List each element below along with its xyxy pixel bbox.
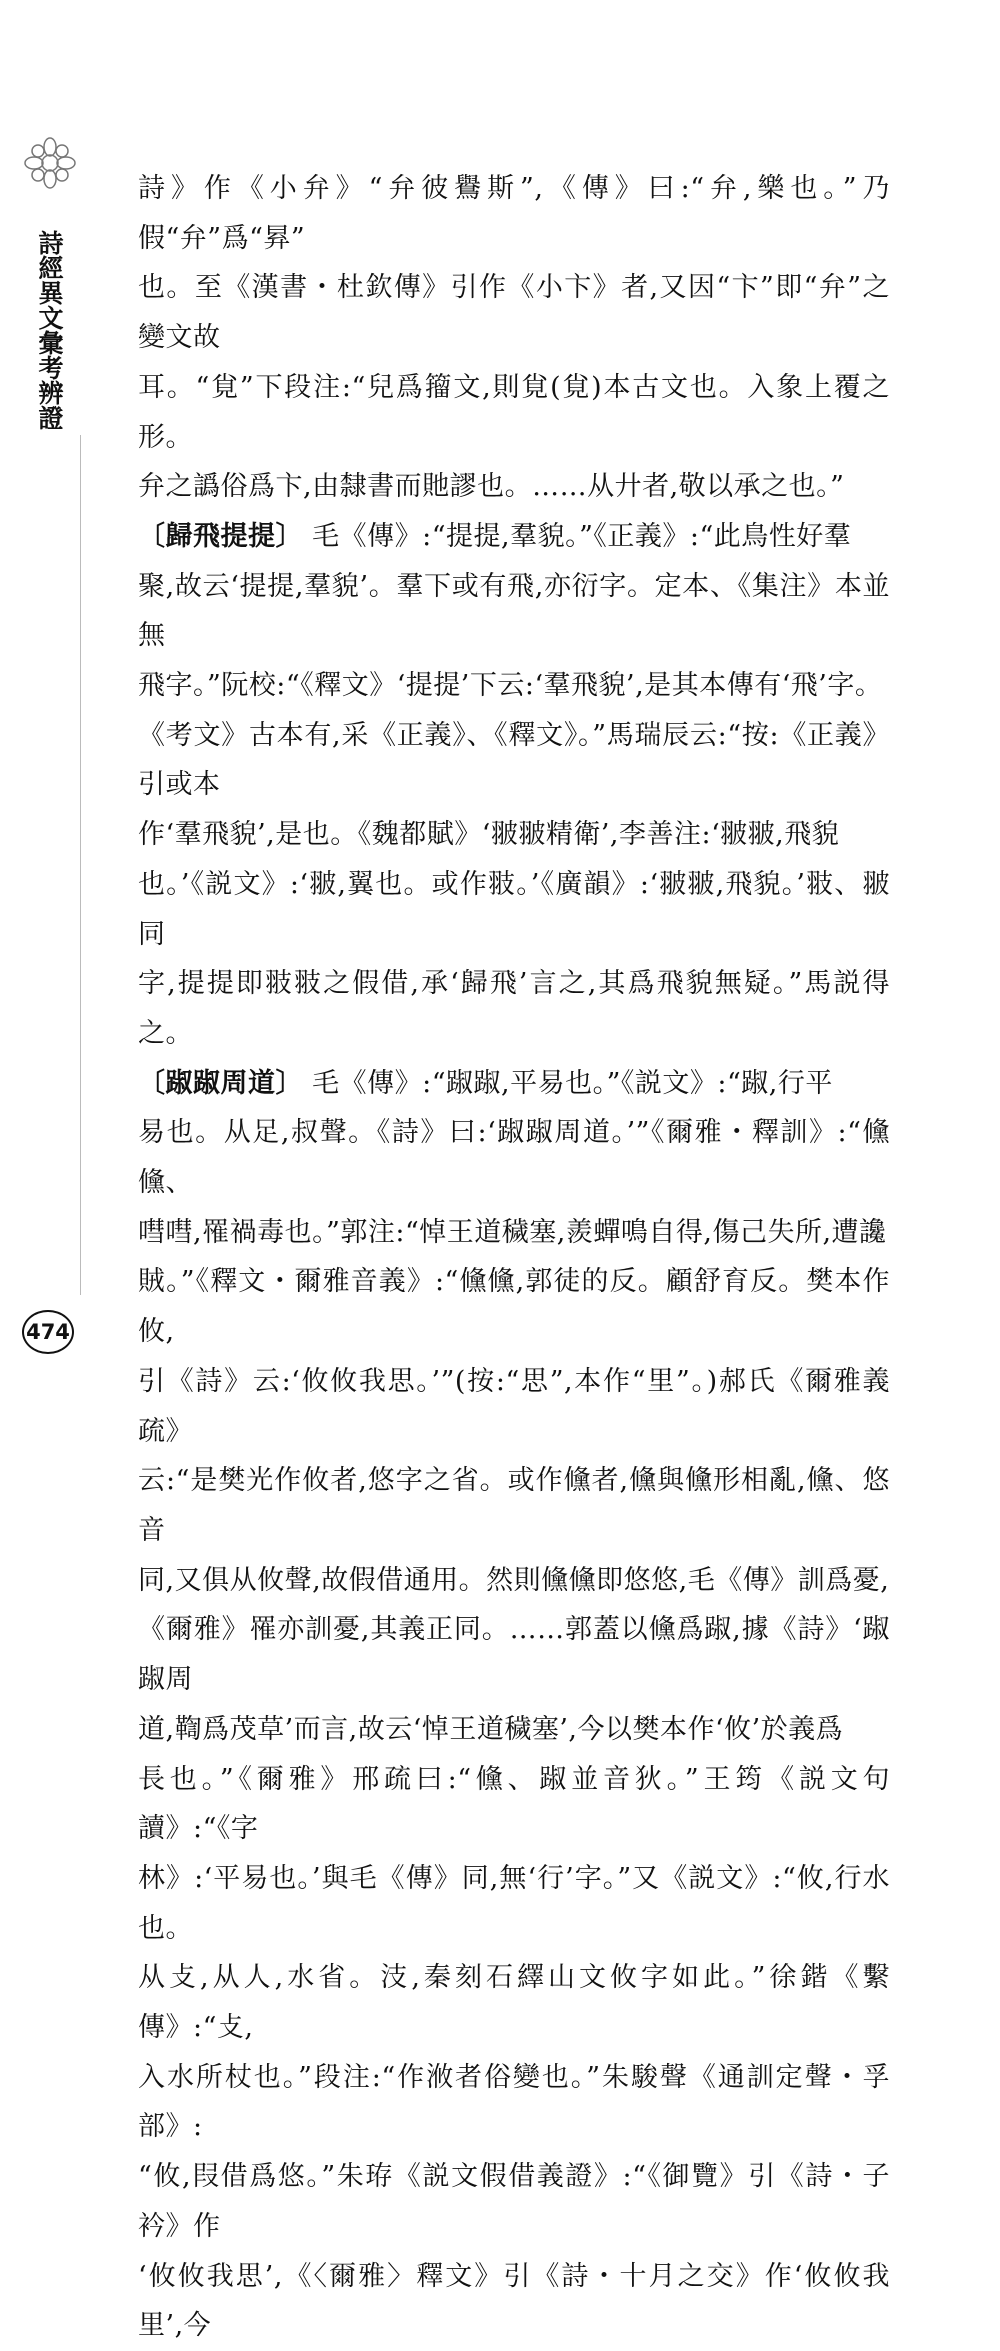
entry-heading: 〔歸飛提提〕 [138,520,303,552]
running-head: 詩經異文彙考辨證 [35,230,64,430]
paragraph [138,1059,890,2351]
entry-heading: 〔踧踧周道〕 [138,1067,303,1099]
paragraph-text: 毛《傳》:“踧踧,平易也。”《説文》:“踧,行平 易也。从足,叔聲。《詩》曰:‘踧踧周道。’”《爾雅・釋訓》:“儵儵、 嘒嘒,罹禍毒也。”郭注:“悼王道穢塞,羨蟬鳴自得,傷己失所,遭讒 賊。”《釋文・爾雅音義》:“儵儵,郭徒的反。顧舒育反。樊本作攸, 引《詩》云:‘攸攸我思。’”(按:“思”,本作“里”。)郝氏《爾雅義疏》 云:“是樊光作攸者,悠字之省。或作儵者,儵與儵形相亂,儵、悠音 同,又俱从攸聲,故假借通用。然則儵儵即悠悠,毛《傳》訓爲憂, 《爾雅》罹亦訓憂,其義正同。……郭蓋以儵爲踧,據《詩》‘踧踧周 道,鞫爲茂草’而言,故云‘悼王道穢塞’,今以樊本作‘攸’於義爲 長也。”《爾雅》邢疏曰:“儵、踧並音狄。”王筠《説文句讀》:“《字 林》:‘平易也。’與毛《傳》同,無‘行’字。”又《説文》:“攸,行水也。 从攴,从人,水省。汥,秦刻石繹山文攸字如此。”徐鍇《繫傳》:“攴, 入水所杖也。”段注:“作浟者俗變也。”朱駿聲《通訓定聲・孚部》: “攸,叚借爲悠。”朱珔《説文假借義證》:“《御覽》引《詩・子衿》作 ‘攸攸我思’,《〈爾雅〉釋文》引《詩・十月之交》作‘攸攸我里’,今 [138,1067,890,2342]
paragraph-text: 毛《傳》:“提提,羣貌。”《正義》:“此鳥性好羣 聚,故云‘提提,羣貌’。羣下或有飛,亦衍字。定本、《集注》本並無 飛字。”阮校:“《釋文》‘提提’下云:‘羣飛貌’,是其本傳有‘飛’字。 《考文》古本有,采《正義》、《釋文》。”馬瑞辰云:“按:《正義》引或本 作‘羣飛貌’,是也。《魏都賦》‘翍翍精衛’,李善注:‘翍翍,飛貌 也。’《説文》:‘翍,翼也。或作翄。’《廣韻》:‘翍翍,飛貌。’翄、翍同 字,提提即翄翄之假借,承‘歸飛’言之,其爲飛貌無疑。”馬説得之。 [138,520,890,1049]
side-divider [80,435,81,1295]
paragraph-text: 詩》作《小弁》“弁彼鸒斯”,《傳》曰:“弁,樂也。”乃假“弁”爲“昪” 也。至《漢書・杜欽傳》引作《小卞》者,又因“卞”即“弁”之變文故 耳。“覍”下段注:“兒爲籀文,則覍(覍)本古文也。入象上覆之形。 弁之譌俗爲卞,由隸書而貤謬也。……从廾者,敬以承之也。” [138,173,890,503]
main-text [138,164,890,2351]
paragraph [138,512,890,1059]
paragraph [138,164,890,512]
decorative-flower-ornament-icon [22,135,78,191]
page-number: 474 [22,1310,74,1354]
